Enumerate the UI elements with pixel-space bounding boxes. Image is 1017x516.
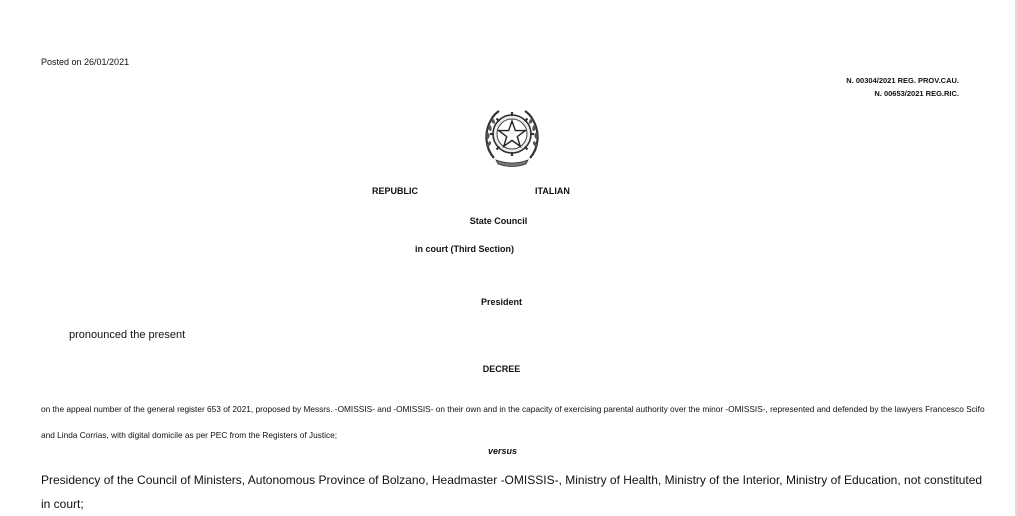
- state-council-text: State Council: [469, 216, 528, 226]
- heading-president: [0, 297, 1017, 307]
- heading-court-section: [0, 244, 1017, 254]
- versus-text: versus: [487, 446, 518, 456]
- heading-state-council: [0, 216, 1017, 226]
- pronounced-line: pronounced the present: [69, 329, 186, 341]
- italian-republic-emblem-icon: [482, 100, 542, 168]
- register-number-ric: N. 00653/2021 REG.RIC.: [874, 89, 959, 98]
- posted-date: Posted on 26/01/2021: [41, 57, 130, 67]
- heading-italian: ITALIAN: [535, 186, 570, 196]
- respondents-paragraph: Presidency of the Council of Ministers, Autonomous Province of Bolzano, Headmaster -OMISSIS-, Ministry of Health, Ministry of the Interior, Ministry of Education, not constituted in court;: [41, 473, 983, 511]
- court-section-text: in court (Third Section): [415, 244, 514, 254]
- decree-text: DECREE: [482, 364, 521, 374]
- heading-republic: REPUBLIC: [372, 186, 419, 196]
- appeal-paragraph: on the appeal number of the general register 653 of 2021, proposed by Messrs. -OMISSIS- and -OMISSIS- on their own and in the capacity of exercising parental authority over the minor -OMISSIS-, represented and defended by the lawyers Francesco Scifo and Linda Corrias, with digital domicile as per PEC from the Registers of Justice;: [41, 404, 985, 440]
- register-number-provcau: N. 00304/2021 REG. PROV.CAU.: [846, 76, 959, 85]
- register-numbers: [846, 74, 959, 100]
- versus-label: [0, 446, 1017, 456]
- president-text: President: [480, 297, 522, 307]
- heading-decree: [0, 364, 1017, 374]
